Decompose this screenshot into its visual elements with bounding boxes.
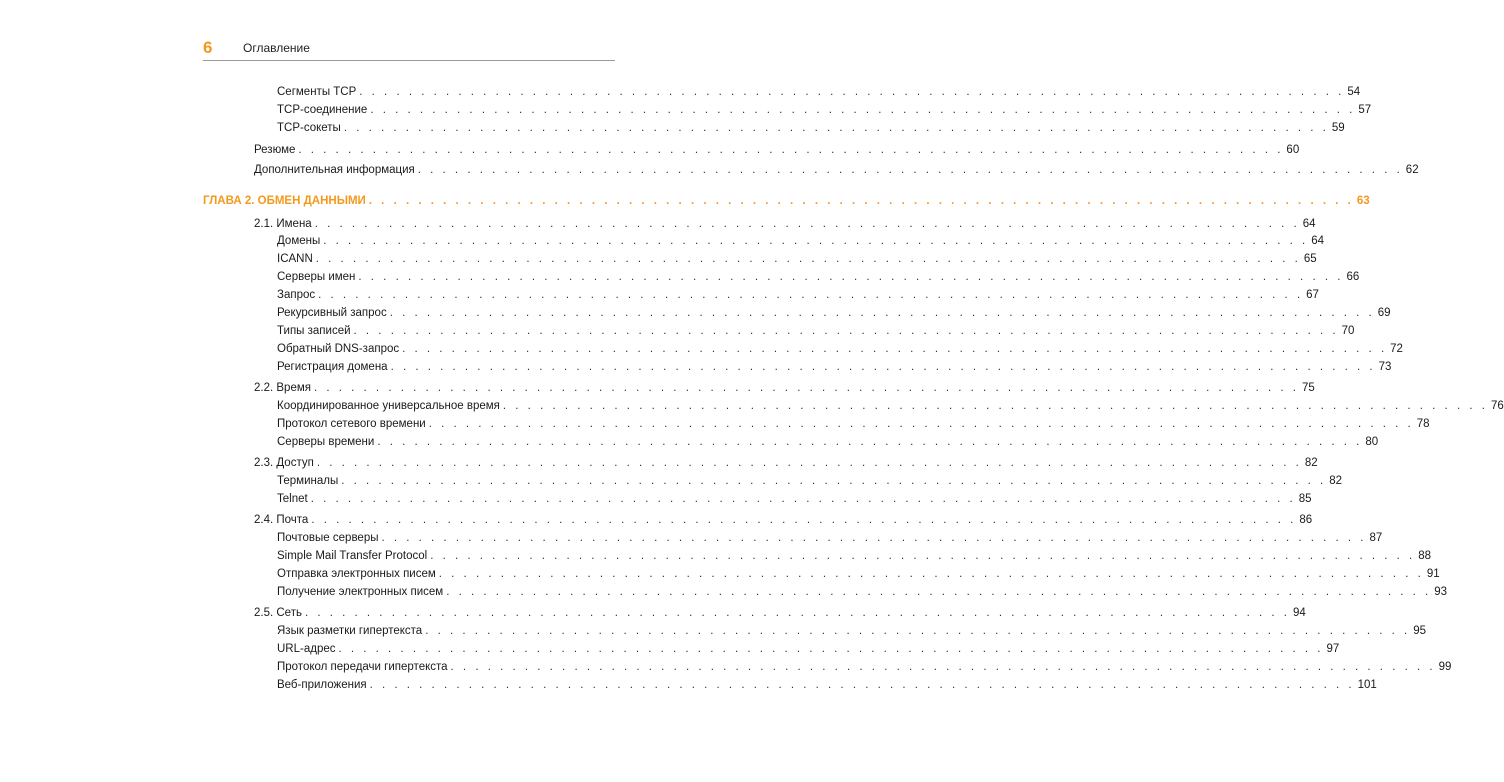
toc-chapter-entry[interactable] [203, 193, 1370, 209]
toc-entry-page: 63 [1356, 195, 1370, 207]
dot-leader: . . . . . . . . . . . . . . . . . . . . . . . . . . . . . . . . . . . . . . . . . . . . . . . . . . . . . . . . . . . . . . . . . . . . . . . . . . . . . . . . [417, 164, 1403, 176]
dot-leader: . . . . . . . . . . . . . . . . . . . . . . . . . . . . . . . . . . . . . . . . . . . . . . . . . . . . . . . . . . . . . . . . . . . . . . . . . . . . . . . . [430, 550, 1416, 562]
toc-entry-page: 87 [1369, 532, 1383, 544]
toc-entry-page: 73 [1378, 361, 1392, 373]
dot-leader: . . . . . . . . . . . . . . . . . . . . . . . . . . . . . . . . . . . . . . . . . . . . . . . . . . . . . . . . . . . . . . . . . . . . . . . . . . . . . . . . [353, 325, 1339, 337]
dot-leader: . . . . . . . . . . . . . . . . . . . . . . . . . . . . . . . . . . . . . . . . . . . . . . . . . . . . . . . . . . . . . . . . . . . . . . . . . . . . . . . . [341, 475, 1327, 487]
toc-entry-page: 64 [1302, 218, 1316, 230]
toc-entry[interactable] [277, 120, 1345, 136]
toc-entry-page: 91 [1426, 568, 1440, 580]
dot-leader: . . . . . . . . . . . . . . . . . . . . . . . . . . . . . . . . . . . . . . . . . . . . . . . . . . . . . . . . . . . . . . . . . . . . . . . . . . . . . . . . [377, 436, 1363, 448]
toc-entry[interactable] [277, 566, 1440, 582]
toc-entry-title: 2.4. Почта [254, 514, 309, 526]
toc-entry-page: 59 [1331, 122, 1345, 134]
toc-entry-title: Рекурсивный запрос [277, 307, 387, 319]
toc-entry[interactable] [277, 491, 1312, 507]
toc-entry-page: 97 [1326, 643, 1340, 655]
toc-entry-title: Почтовые серверы [277, 532, 379, 544]
dot-leader: . . . . . . . . . . . . . . . . . . . . . . . . . . . . . . . . . . . . . . . . . . . . . . . . . . . . . . . . . . . . . . . . . . . . . . . . . . . . . . . . [390, 361, 1376, 373]
toc-entry-title: Simple Mail Transfer Protocol [277, 550, 428, 562]
toc-entry-page: 78 [1416, 418, 1430, 430]
toc-entry[interactable] [277, 287, 1319, 303]
toc-entry[interactable] [277, 473, 1343, 489]
toc-entry[interactable] [277, 305, 1391, 321]
header-title: Оглавление [243, 41, 310, 55]
dot-leader: . . . . . . . . . . . . . . . . . . . . . . . . . . . . . . . . . . . . . . . . . . . . . . . . . . . . . . . . . . . . . . . . . . . . . . . . . . . . . . . . [438, 568, 1424, 580]
dot-leader: . . . . . . . . . . . . . . . . . . . . . . . . . . . . . . . . . . . . . . . . . . . . . . . . . . . . . . . . . . . . . . . . . . . . . . . . . . . . . . . . [389, 307, 1375, 319]
toc-entry-title: 2.5. Сеть [254, 607, 302, 619]
toc-entry[interactable] [277, 102, 1372, 118]
toc-entry-title: Серверы имен [277, 271, 356, 283]
toc-entry[interactable] [277, 434, 1379, 450]
toc-entry[interactable] [254, 512, 1313, 528]
dot-leader: . . . . . . . . . . . . . . . . . . . . . . . . . . . . . . . . . . . . . . . . . . . . . . . . . . . . . . . . . . . . . . . . . . . . . . . . . . . . . . . . [402, 343, 1388, 355]
toc-entry-title: Сегменты TCP [277, 86, 357, 98]
dot-leader: . . . . . . . . . . . . . . . . . . . . . . . . . . . . . . . . . . . . . . . . . . . . . . . . . . . . . . . . . . . . . . . . . . . . . . . . . . . . . . . . [502, 400, 1488, 412]
toc-entry-title: Терминалы [277, 475, 339, 487]
toc-entry[interactable] [277, 659, 1452, 675]
toc-entry[interactable] [277, 359, 1392, 375]
toc-entry-page: 88 [1418, 550, 1432, 562]
toc-entry-title: Отправка электронных писем [277, 568, 436, 580]
toc-entry-title: Обратный DNS-запрос [277, 343, 400, 355]
toc-entry[interactable] [277, 84, 1361, 100]
toc-entry-title: ICANN [277, 253, 313, 265]
toc-entry-page: 66 [1346, 271, 1360, 283]
toc-entry[interactable] [254, 455, 1318, 471]
toc-entry[interactable] [277, 323, 1355, 339]
dot-leader: . . . . . . . . . . . . . . . . . . . . . . . . . . . . . . . . . . . . . . . . . . . . . . . . . . . . . . . . . . . . . . . . . . . . . . . . . . . . . . . . [358, 271, 1344, 283]
dot-leader: . . . . . . . . . . . . . . . . . . . . . . . . . . . . . . . . . . . . . . . . . . . . . . . . . . . . . . . . . . . . . . . . . . . . . . . . . . . . . . . . [316, 457, 1302, 469]
toc-entry[interactable] [277, 584, 1448, 600]
toc-entry[interactable] [254, 142, 1300, 158]
toc-entry-title: 2.1. Имена [254, 218, 312, 230]
toc-entry[interactable] [277, 251, 1317, 267]
dot-leader: . . . . . . . . . . . . . . . . . . . . . . . . . . . . . . . . . . . . . . . . . . . . . . . . . . . . . . . . . . . . . . . . . . . . . . . . . . . . . . . . [369, 679, 1355, 691]
toc-entry-title: Серверы времени [277, 436, 375, 448]
toc-entry[interactable] [277, 398, 1504, 414]
dot-leader: . . . . . . . . . . . . . . . . . . . . . . . . . . . . . . . . . . . . . . . . . . . . . . . . . . . . . . . . . . . . . . . . . . . . . . . . . . . . . . . . [298, 144, 1284, 156]
toc-entry-title: Telnet [277, 493, 308, 505]
toc-entry-title: Типы записей [277, 325, 351, 337]
toc-entry-page: 101 [1357, 679, 1377, 691]
toc-entry-page: 85 [1298, 493, 1312, 505]
toc-entry-title: Дополнительная информация [254, 164, 415, 176]
toc-entry-title: TCP-соединение [277, 104, 368, 116]
toc-entry-title: Веб-приложения [277, 679, 367, 691]
toc-entry-page: 57 [1358, 104, 1372, 116]
dot-leader: . . . . . . . . . . . . . . . . . . . . . . . . . . . . . . . . . . . . . . . . . . . . . . . . . . . . . . . . . . . . . . . . . . . . . . . . . . . . . . . . [425, 625, 1411, 637]
toc-entry-page: 67 [1306, 289, 1319, 301]
toc-entry-page: 54 [1347, 86, 1361, 98]
dot-leader: . . . . . . . . . . . . . . . . . . . . . . . . . . . . . . . . . . . . . . . . . . . . . . . . . . . . . . . . . . . . . . . . . . . . . . . . . . . . . . . . [318, 289, 1304, 301]
toc-entry-title: Регистрация домена [277, 361, 388, 373]
toc-entry-page: 64 [1311, 235, 1325, 247]
dot-leader: . . . . . . . . . . . . . . . . . . . . . . . . . . . . . . . . . . . . . . . . . . . . . . . . . . . . . . . . . . . . . . . . . . . . . . . . . . . . . . . . [446, 586, 1432, 598]
toc-entry-title: Получение электронных писем [277, 586, 444, 598]
toc-entry-page: 62 [1405, 164, 1419, 176]
toc-entry-title: ГЛАВА 2. ОБМЕН ДАННЫМИ [203, 195, 366, 207]
toc-entry-page: 80 [1365, 436, 1379, 448]
toc-entry[interactable] [277, 416, 1430, 432]
toc-entry-page: 72 [1390, 343, 1403, 355]
dot-leader: . . . . . . . . . . . . . . . . . . . . . . . . . . . . . . . . . . . . . . . . . . . . . . . . . . . . . . . . . . . . . . . . . . . . . . . . . . . . . . . . [311, 514, 1297, 526]
toc-entry[interactable] [277, 530, 1383, 546]
toc-entry-page: 70 [1341, 325, 1355, 337]
toc-entry[interactable] [277, 623, 1427, 639]
toc-entry[interactable] [277, 269, 1360, 285]
toc-entry-title: 2.3. Доступ [254, 457, 314, 469]
dot-leader: . . . . . . . . . . . . . . . . . . . . . . . . . . . . . . . . . . . . . . . . . . . . . . . . . . . . . . . . . . . . . . . . . . . . . . . . . . . . . . . . [313, 382, 1300, 394]
toc-entry-page: 95 [1413, 625, 1427, 637]
toc-entry-title: Запрос [277, 289, 316, 301]
toc-entry-title: Протокол передачи гипертекста [277, 661, 448, 673]
toc-entry-title: Язык разметки гипертекста [277, 625, 423, 637]
toc-entry[interactable] [277, 548, 1432, 564]
toc-entry-page: 86 [1299, 514, 1313, 526]
dot-leader: . . . . . . . . . . . . . . . . . . . . . . . . . . . . . . . . . . . . . . . . . . . . . . . . . . . . . . . . . . . . . . . . . . . . . . . . . . . . . . . . [314, 218, 1300, 230]
dot-leader: . . . . . . . . . . . . . . . . . . . . . . . . . . . . . . . . . . . . . . . . . . . . . . . . . . . . . . . . . . . . . . . . . . . . . . . . . . . . . . . . [304, 607, 1290, 619]
toc-entry-page: 93 [1434, 586, 1448, 598]
toc-entry[interactable] [254, 605, 1306, 621]
dot-leader: . . . . . . . . . . . . . . . . . . . . . . . . . . . . . . . . . . . . . . . . . . . . . . . . . . . . . . . . . . . . . . . . . . . . . . . . . . . . . . . . [323, 235, 1309, 247]
toc-entry[interactable] [254, 380, 1315, 396]
toc-entry[interactable] [277, 341, 1403, 357]
toc-entry-page: 82 [1329, 475, 1343, 487]
toc-entry-title: URL-адрес [277, 643, 336, 655]
toc-entry[interactable] [277, 677, 1377, 693]
toc-entry-title: Резюме [254, 144, 296, 156]
toc-entry[interactable] [254, 162, 1419, 178]
dot-leader: . . . . . . . . . . . . . . . . . . . . . . . . . . . . . . . . . . . . . . . . . . . . . . . . . . . . . . . . . . . . . . . . . . . . . . . . . . . . . . . . [381, 532, 1367, 544]
toc-entry-page: 60 [1286, 144, 1300, 156]
dot-leader: . . . . . . . . . . . . . . . . . . . . . . . . . . . . . . . . . . . . . . . . . . . . . . . . . . . . . . . . . . . . . . . . . . . . . . . . . . . . . . . . [368, 195, 1354, 207]
toc-entry-page: 82 [1304, 457, 1318, 469]
dot-leader: . . . . . . . . . . . . . . . . . . . . . . . . . . . . . . . . . . . . . . . . . . . . . . . . . . . . . . . . . . . . . . . . . . . . . . . . . . . . . . . . [338, 643, 1324, 655]
toc-entry-page: 76 [1490, 400, 1504, 412]
dot-leader: . . . . . . . . . . . . . . . . . . . . . . . . . . . . . . . . . . . . . . . . . . . . . . . . . . . . . . . . . . . . . . . . . . . . . . . . . . . . . . . . [359, 86, 1345, 98]
toc-entry-title: Домены [277, 235, 321, 247]
toc-entry-title: TCP-сокеты [277, 122, 341, 134]
toc-entry[interactable] [254, 216, 1316, 232]
toc-entry-page: 65 [1303, 253, 1317, 265]
dot-leader: . . . . . . . . . . . . . . . . . . . . . . . . . . . . . . . . . . . . . . . . . . . . . . . . . . . . . . . . . . . . . . . . . . . . . . . . . . . . . . . . [428, 418, 1414, 430]
dot-leader: . . . . . . . . . . . . . . . . . . . . . . . . . . . . . . . . . . . . . . . . . . . . . . . . . . . . . . . . . . . . . . . . . . . . . . . . . . . . . . . . [370, 104, 1356, 116]
dot-leader: . . . . . . . . . . . . . . . . . . . . . . . . . . . . . . . . . . . . . . . . . . . . . . . . . . . . . . . . . . . . . . . . . . . . . . . . . . . . . . . . [310, 493, 1296, 505]
toc-entry[interactable] [277, 641, 1340, 657]
dot-leader: . . . . . . . . . . . . . . . . . . . . . . . . . . . . . . . . . . . . . . . . . . . . . . . . . . . . . . . . . . . . . . . . . . . . . . . . . . . . . . . . [315, 253, 1301, 265]
toc-entry-page: 69 [1377, 307, 1391, 319]
toc-entry-page: 75 [1302, 382, 1315, 394]
toc-entry-title: Координированное универсальное время [277, 400, 500, 412]
dot-leader: . . . . . . . . . . . . . . . . . . . . . . . . . . . . . . . . . . . . . . . . . . . . . . . . . . . . . . . . . . . . . . . . . . . . . . . . . . . . . . . . [343, 122, 1329, 134]
toc-entry-page: 94 [1293, 607, 1306, 619]
dot-leader: . . . . . . . . . . . . . . . . . . . . . . . . . . . . . . . . . . . . . . . . . . . . . . . . . . . . . . . . . . . . . . . . . . . . . . . . . . . . . . . . [450, 661, 1436, 673]
toc-entry[interactable] [277, 233, 1325, 249]
toc-entry-page: 99 [1438, 661, 1452, 673]
toc-entry-title: 2.2. Время [254, 382, 311, 394]
page-number: 6 [203, 38, 213, 57]
toc-entry-title: Протокол сетевого времени [277, 418, 426, 430]
